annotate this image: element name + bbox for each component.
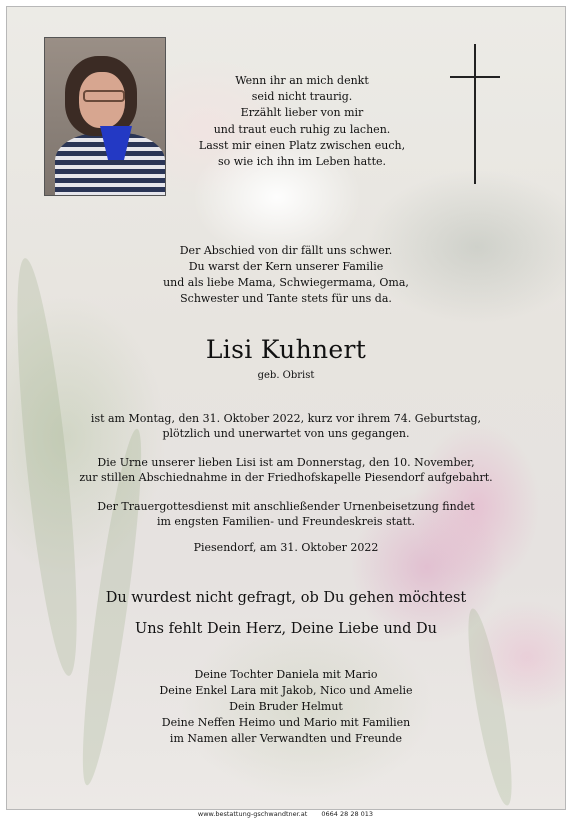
poem-line: seid nicht traurig. [251,90,353,104]
quote-line: Uns fehlt Dein Herz, Deine Liebe und Du [134,621,437,637]
death-notice-line: ist am Montag, den 31. Oktober 2022, kurz vor ihrem 74. Geburtstag, [90,412,482,425]
footer [0,810,571,818]
family-line: im Namen aller Verwandten und Freunde [169,732,403,745]
service-notice [7,499,565,529]
deceased-name: Lisi Kuhnert [205,335,367,364]
farewell-line: Schwester und Tante stets für uns da. [180,292,392,305]
urn-notice-line: Die Urne unserer lieben Lisi ist am Donnerstag, den 10. November, [97,456,475,469]
service-notice-line: Der Trauergottesdienst mit anschließender Urnenbeisetzung findet [97,500,475,513]
death-notice-line: plötzlich und unerwartet von uns gegangen. [162,427,410,440]
farewell-line: Der Abschied von dir fällt uns schwer. [179,244,393,257]
poem-line: und traut euch ruhig zu lachen. [213,122,391,136]
farewell-line: und als liebe Mama, Schwiegermama, Oma, [163,276,409,289]
portrait-photo [44,37,166,196]
urn-notice [7,455,565,485]
poem-line: Wenn ihr an mich denkt [235,74,369,87]
place-date: Piesendorf, am 31. Oktober 2022 [193,541,379,554]
death-notice [7,411,565,441]
obituary-card [6,6,566,810]
poem-line: Erzählt lieber von mir [240,106,364,120]
quote-line: Du wurdest nicht gefragt, ob Du gehen möchtest [105,590,467,606]
family-line: Deine Tochter Daniela mit Mario [194,668,378,681]
service-notice-line: im engsten Familien- und Freundeskreis statt. [156,515,415,528]
family-line: Deine Neffen Heimo und Mario mit Familien [161,716,411,729]
poem [172,73,432,170]
farewell-line: Du warst der Kern unserer Familie [188,260,384,273]
footer-website: www.bestattung-gschwandtner.at [197,810,308,818]
birth-name: geb. Obrist [257,370,315,381]
farewell-text [7,243,565,307]
family-list [7,667,565,747]
family-line: Dein Bruder Helmut [229,700,343,713]
urn-notice-line: zur stillen Abschiednahme in der Friedhofskapelle Piesendorf aufgebahrt. [79,471,493,484]
poem-line: Lasst mir einen Platz zwischen euch, [198,138,406,152]
cross-icon [450,44,500,184]
poem-line: so wie ich ihn im Leben hatte. [217,155,387,169]
family-line: Deine Enkel Lara mit Jakob, Nico und Amelie [159,684,413,697]
footer-phone: 0664 28 28 013 [321,810,374,818]
